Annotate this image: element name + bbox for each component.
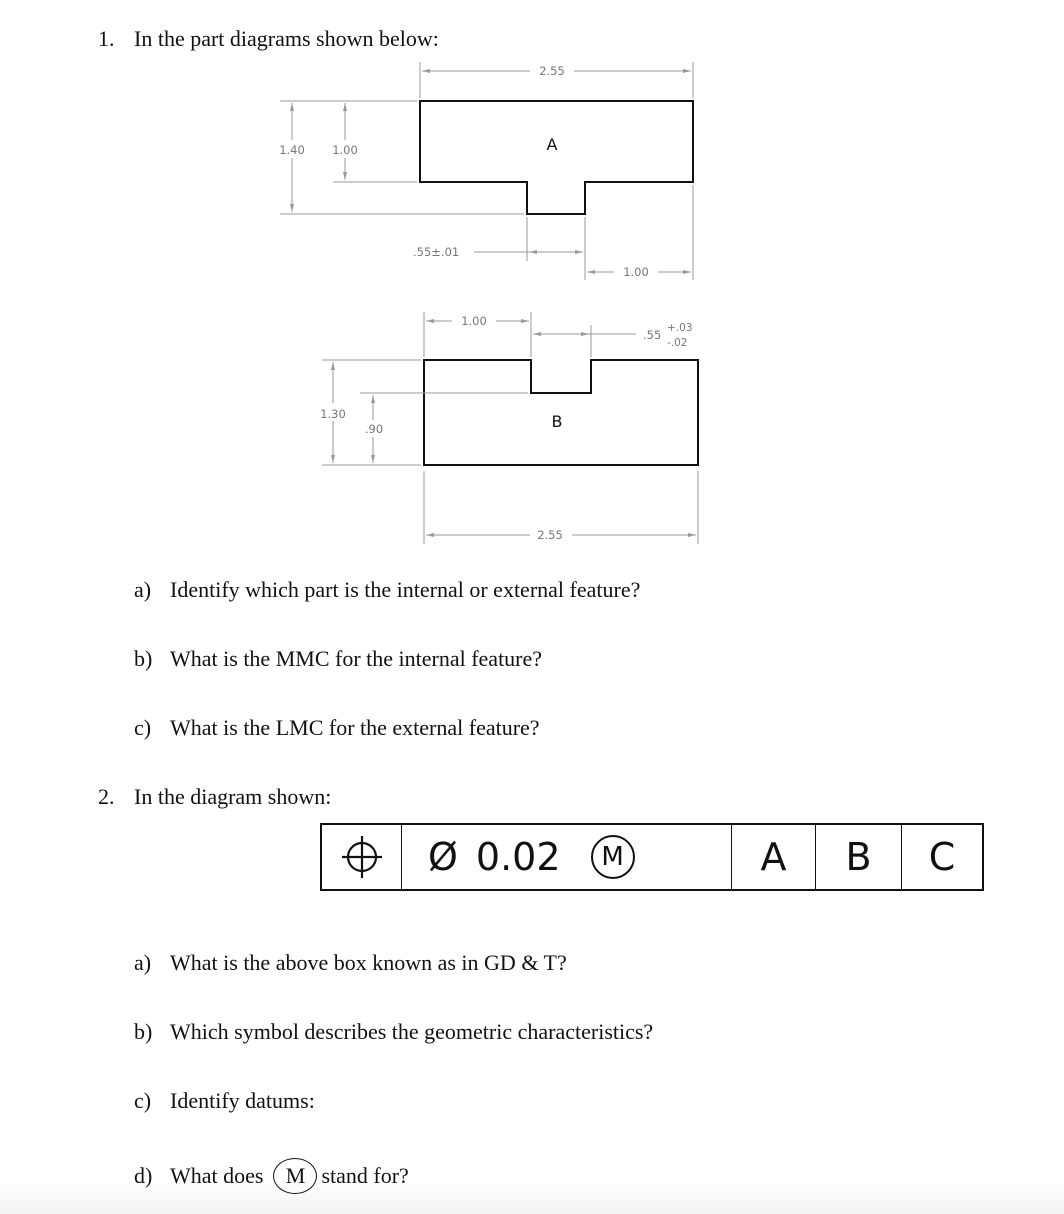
subquestion-letter: b) [134, 1019, 153, 1044]
subquestion-text: What is the MMC for the internal feature? [170, 646, 543, 671]
subquestion-letter: c) [134, 715, 152, 740]
diameter-symbol: Ø [428, 835, 458, 879]
subquestion-letter: b) [134, 646, 153, 671]
q1-subquestion-c [134, 717, 540, 739]
dim-a-tab-width: .55±.01 [413, 245, 460, 259]
circled-m-icon: M [273, 1158, 317, 1194]
mmc-modifier-icon: M [591, 835, 635, 879]
subquestion-letter: a) [134, 577, 152, 602]
q2-subquestion-b [134, 1021, 653, 1043]
question-prompt: In the diagram shown: [134, 784, 332, 809]
fcf-datum-c: C [928, 835, 956, 879]
subquestion-text: What is the above box known as in GD & T? [170, 950, 567, 975]
question-2-heading [98, 786, 331, 808]
subquestion-text: Which symbol describes the geometric characteristics? [170, 1019, 654, 1044]
q2-subquestion-d [134, 1160, 409, 1196]
dim-b-slot-tol-minus: -.02 [667, 337, 688, 349]
subquestion-text: Identify which part is the internal or external feature? [170, 577, 641, 602]
part-a-label: A [546, 135, 558, 154]
subquestion-text-before: What does [170, 1163, 264, 1189]
part-a-drawing [279, 62, 693, 280]
dim-a-body-height: 1.00 [332, 143, 358, 157]
fcf-symbol-cell [322, 825, 402, 889]
dim-b-slot-floor-height: .90 [364, 422, 384, 436]
fcf-datum-b: B [816, 825, 902, 889]
subquestion-letter: a) [134, 950, 152, 975]
fcf-tolerance-cell [402, 825, 732, 889]
dim-b-overall-height: 1.30 [320, 407, 346, 421]
dim-b-slot-tol-plus: +.03 [667, 322, 693, 334]
subquestion-text: What is the LMC for the external feature? [170, 715, 540, 740]
dim-a-right-offset: 1.00 [623, 265, 649, 279]
dim-b-left-offset: 1.00 [461, 314, 487, 328]
q1-subquestion-a [134, 579, 640, 601]
dim-a-overall-height: 1.40 [279, 143, 305, 157]
position-symbol-icon [340, 832, 384, 882]
q2-subquestion-a [134, 952, 567, 974]
subquestion-letter: d) [134, 1163, 153, 1189]
tolerance-value: 0.02 [475, 835, 561, 879]
dim-a-overall-width: 2.55 [539, 64, 565, 78]
part-diagrams [0, 0, 1064, 560]
question-number: 1. [98, 26, 115, 51]
question-prompt: In the part diagrams shown below: [134, 26, 439, 51]
dim-b-slot-width: .55 [643, 328, 662, 342]
part-b-label: B [551, 412, 563, 431]
question-number: 2. [98, 784, 115, 809]
part-b-drawing [320, 312, 698, 544]
fcf-datum-a: A [732, 825, 816, 889]
subquestion-text: Identify datums: [170, 1088, 315, 1113]
dim-b-overall-width: 2.55 [537, 528, 563, 542]
feature-control-frame [320, 823, 984, 891]
q2-subquestion-c [134, 1090, 315, 1112]
subquestion-letter: c) [134, 1088, 152, 1113]
q1-subquestion-b [134, 648, 542, 670]
subquestion-text-after: stand for? [321, 1163, 409, 1189]
